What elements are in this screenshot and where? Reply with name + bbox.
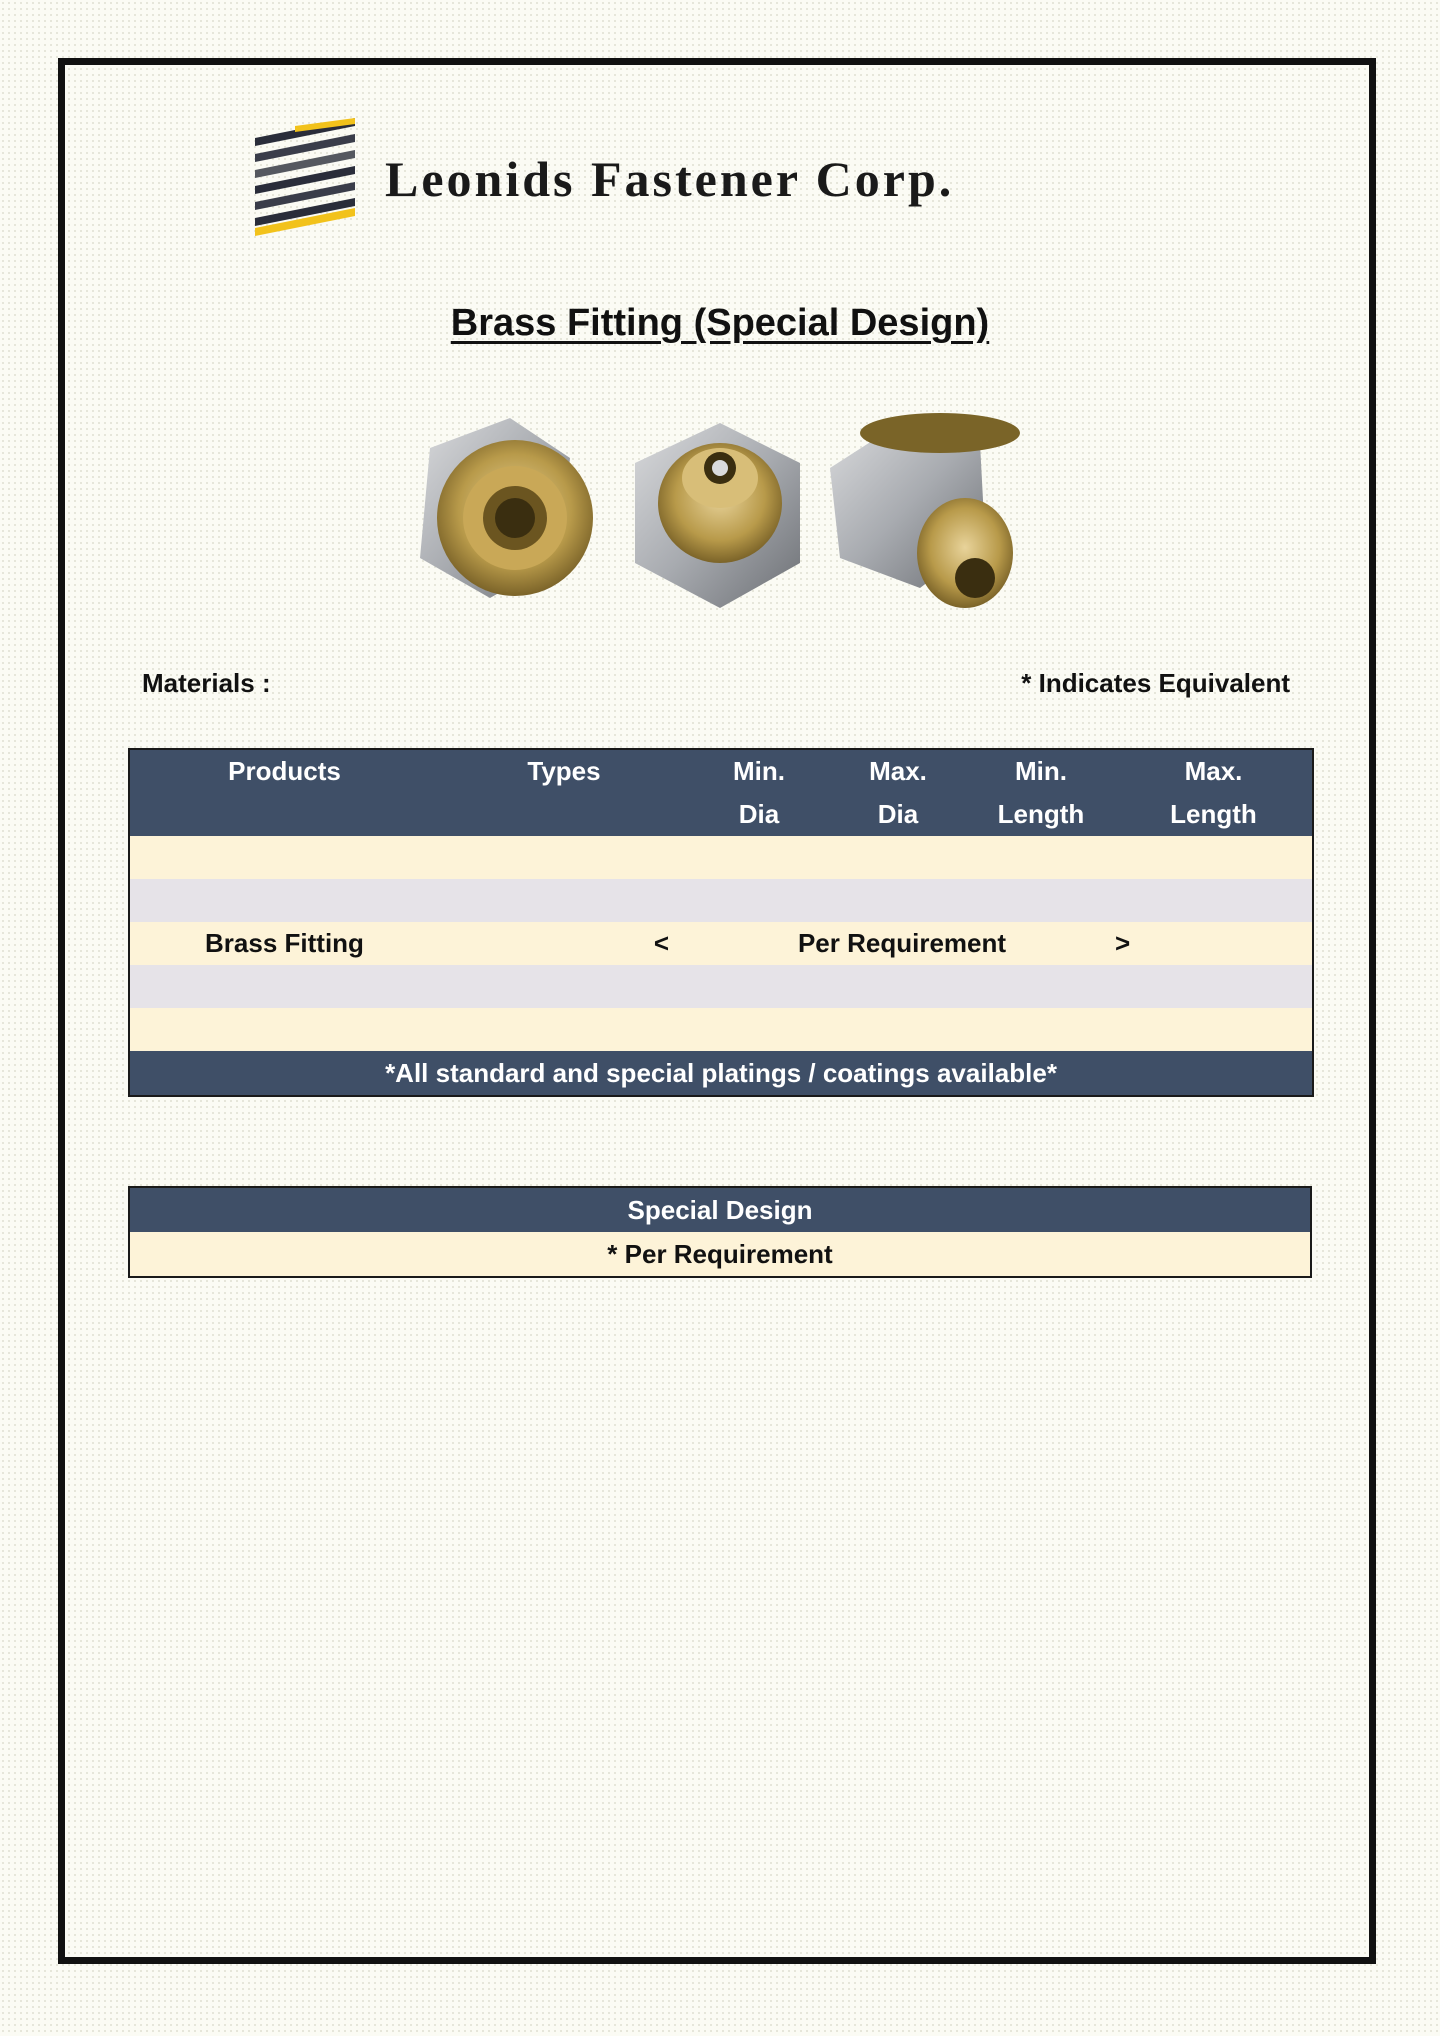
header-types-sub [439, 793, 689, 836]
header-max-dia-sub: Dia [829, 793, 967, 836]
close-bracket: > [1115, 922, 1313, 965]
header-types: Types [439, 749, 689, 793]
fitting-photo-3 [830, 413, 1020, 608]
table-row [129, 836, 1313, 879]
materials-label: Materials : [142, 668, 271, 698]
table-row [129, 879, 1313, 922]
fitting-photo-2 [635, 423, 800, 608]
header-row-2 [129, 793, 1313, 836]
special-design-header: Special Design [129, 1187, 1311, 1232]
table-row [129, 1008, 1313, 1051]
table-row [129, 965, 1313, 1008]
header-min-dia-sub: Dia [689, 793, 829, 836]
header-max-length: Max. [1115, 749, 1313, 793]
company-name: Leonids Fastener Corp. [385, 151, 955, 207]
header-min-dia: Min. [689, 749, 829, 793]
table-footer [129, 1051, 1313, 1096]
logo-stripes-icon [255, 118, 365, 236]
page-title: Brass Fitting (Special Design) [450, 302, 990, 344]
spec-table [128, 748, 1314, 1097]
header-products: Products [129, 749, 439, 793]
special-design-row [129, 1232, 1311, 1277]
header-row-1 [129, 749, 1313, 793]
header-max-dia: Max. [829, 749, 967, 793]
coatings-note: *All standard and special platings / coatings available* [129, 1051, 1313, 1096]
company-logo [255, 118, 1185, 236]
header-min-length-sub: Length [967, 793, 1115, 836]
product-photos [400, 408, 1040, 638]
fitting-photo-1 [420, 418, 593, 598]
special-design-value: * Per Requirement [129, 1232, 1311, 1277]
requirement-cell: Per Requirement [689, 922, 1115, 965]
header-max-length-sub: Length [1115, 793, 1313, 836]
header-min-length: Min. [967, 749, 1115, 793]
table-row [129, 922, 1313, 965]
special-design-header-row [129, 1187, 1311, 1232]
product-cell: Brass Fitting [129, 922, 439, 965]
open-bracket: < [439, 922, 689, 965]
equivalent-note: * Indicates Equivalent [1021, 668, 1290, 698]
header-products-sub [129, 793, 439, 836]
special-design-table [128, 1186, 1312, 1278]
